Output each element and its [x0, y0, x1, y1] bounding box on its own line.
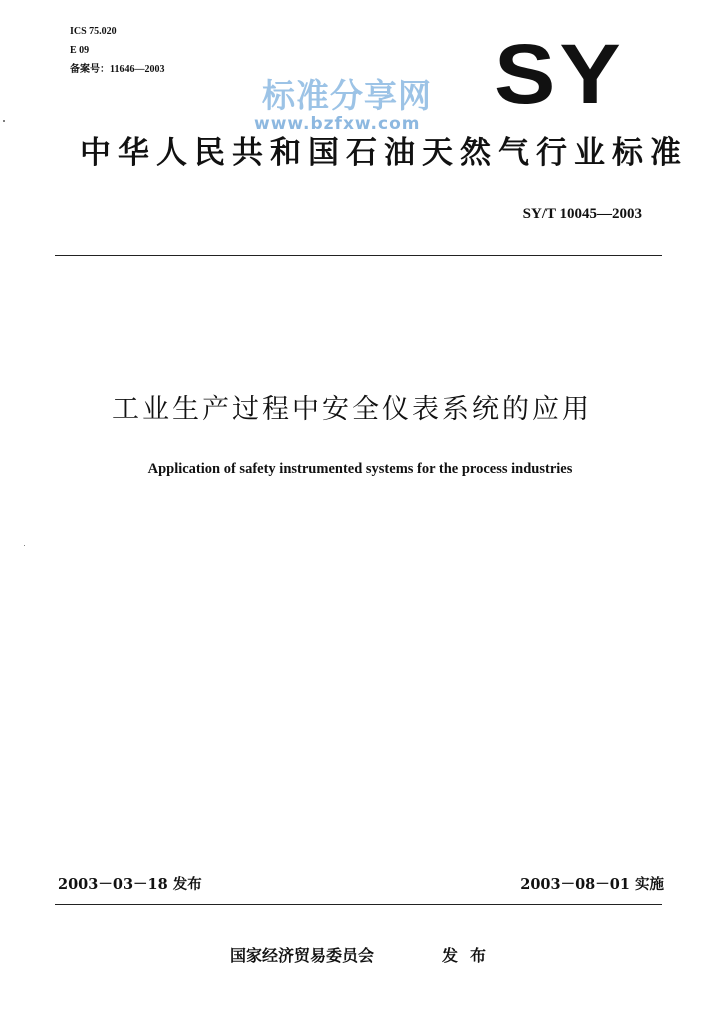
watermark-site-name: 标准分享网 — [262, 76, 432, 115]
effective-date: 2003－08－01 实施 — [520, 876, 664, 893]
ics-code: ICS 75.020 — [70, 26, 117, 37]
sy-logo: SY — [494, 27, 625, 122]
bottom-divider — [55, 904, 662, 905]
standard-number: SY/T 10045—2003 — [522, 206, 642, 222]
issuing-authority: 国家经济贸易委员会 — [230, 946, 375, 965]
document-title-english: Application of safety instrumented systems for the process industries — [147, 461, 573, 477]
watermark-url: www.bzfxw.com — [254, 114, 421, 134]
scan-speck — [3, 120, 5, 122]
scan-speck — [24, 545, 25, 546]
industry-standard-title: 中华人民共和国石油天然气行业标准 — [80, 135, 688, 171]
record-number: 备案号：11646—2003 — [70, 64, 165, 75]
issue-action: 发布 — [442, 946, 499, 965]
issue-date: 2003－03－18 发布 — [58, 876, 202, 893]
document-title-chinese: 工业生产过程中安全仪表系统的应用 — [112, 394, 592, 425]
top-divider — [55, 255, 662, 256]
classification-code: E 09 — [70, 45, 90, 56]
